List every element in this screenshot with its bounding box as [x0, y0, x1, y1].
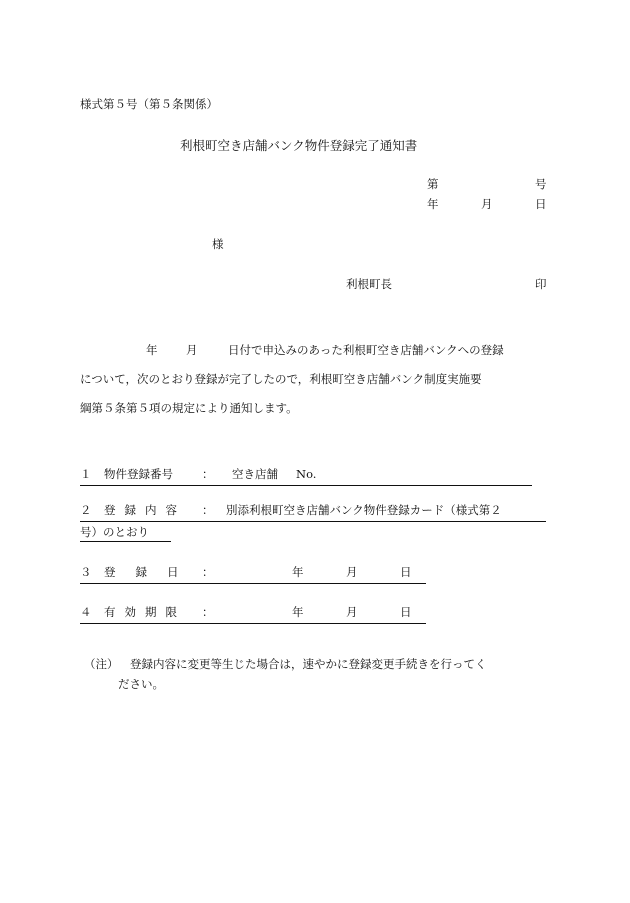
body-line-1: 日付で申込みのあった利根町空き店舗バンクへの登録	[228, 343, 504, 357]
note-marker: （注）	[84, 657, 119, 671]
item-3-colon: ：	[202, 565, 214, 579]
item-3-number: ３	[80, 565, 92, 579]
item-3-year: 年	[292, 565, 304, 579]
date-day: 日	[535, 197, 547, 211]
body-line-2: について，次のとおり登録が完了したので，利根町空き店舗バンク制度実施要	[80, 372, 482, 386]
note-line-2: ださい。	[118, 677, 164, 691]
item-2-colon: ：	[202, 503, 214, 517]
issuer-title: 利根町長	[346, 277, 392, 291]
document-title: 利根町空き店舗バンク物件登録完了通知書	[180, 138, 418, 153]
item-4-month: 月	[346, 605, 358, 619]
addressee-suffix: 様	[212, 237, 224, 251]
item-2-value-line-1: 別添利根町空き店舗バンク物件登録カード（様式第２	[226, 503, 502, 517]
item-1-value-prefix: 空き店舗	[232, 467, 278, 481]
item-2-number: ２	[80, 503, 92, 517]
item-3-label: 登録日	[104, 565, 199, 579]
item-1-colon: ：	[202, 467, 214, 481]
form-number-label: 様式第５号（第５条関係）	[80, 97, 218, 111]
number-dai: 第	[427, 177, 439, 191]
item-3-day: 日	[400, 565, 412, 579]
date-month: 月	[481, 197, 493, 211]
item-1-value-no: No.	[296, 467, 317, 481]
item-4-number: ４	[80, 605, 92, 619]
item-1-number: １	[80, 467, 92, 481]
item-3-month: 月	[346, 565, 358, 579]
item-4-colon: ：	[202, 605, 214, 619]
note-line-1: 登録内容に変更等生じた場合は，速やかに登録変更手続きを行ってく	[130, 657, 487, 671]
number-go: 号	[535, 177, 547, 191]
item-1-label: 物件登録番号	[104, 467, 173, 481]
body-month: 月	[186, 343, 198, 357]
item-4-day: 日	[400, 605, 412, 619]
date-year: 年	[427, 197, 439, 211]
item-2-label: 登録内容	[104, 503, 186, 517]
body-line-3: 綱第５条第５項の規定により通知します。	[80, 401, 298, 415]
item-4-label: 有効期限	[104, 605, 186, 619]
item-4-year: 年	[292, 605, 304, 619]
item-2-value-line-2: 号）のとおり	[80, 526, 171, 542]
body-year: 年	[146, 343, 158, 357]
seal-mark: 印	[535, 277, 547, 291]
